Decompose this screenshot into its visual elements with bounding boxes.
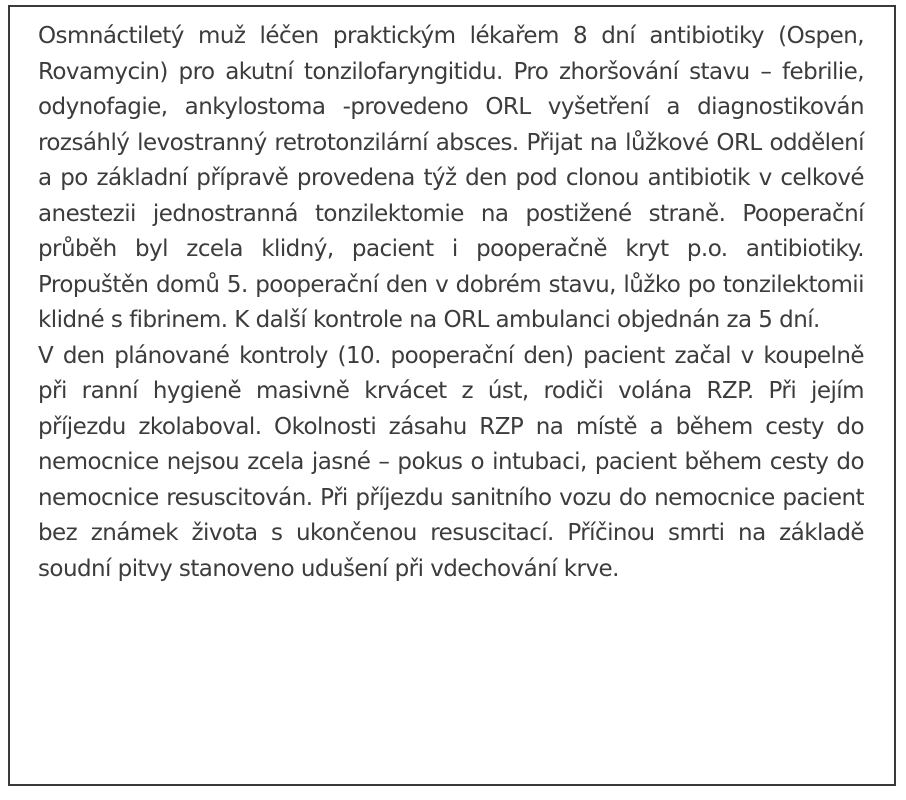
case-paragraph-2: V den plánované kontroly (10. pooperační den) pacient začal v koupelně při ranní hygieně masivně krvácet z úst, rodiči volána RZP. Při jejím příjezdu zkolaboval. Okolnosti zásahu RZP na místě a během cesty do nemocnice nejsou zcela jasné – pokus o intubaci, pacient během cesty do nemocnice resuscitován. Při příjezdu sanitního vozu do nemocnice pacient bez známek života s ukončenou resuscitací. Příčinou smrti na základě soudní pitvy stanoveno udušení při vdechování krve. — [38, 342, 864, 582]
case-report-box — [8, 5, 896, 786]
case-paragraph-1: Osmnáctiletý muž léčen praktickým lékařem 8 dní antibiotiky (Ospen, Rovamycin) pro akutní tonzilofaryngitidu. Pro zhoršování stavu – febrilie, odynofagie, ankylostoma -provedeno ORL vyšetření a diagnostikován rozsáhlý levostranný retrotonzilární absces. Přijat na lůžkové ORL oddělení a po základní přípravě provedena týž den pod clonou antibiotik v celkové anestezii jednostranná tonzilektomie na postižené straně. Pooperační průběh byl zcela klidný, pacient i pooperačně kryt p.o. antibiotiky. Propuštěn domů 5. pooperační den v dobrém stavu, lůžko po tonzilektomii klidné s fibrinem. K další kontrole na ORL ambulanci objednán za 5 dní. — [38, 23, 864, 333]
